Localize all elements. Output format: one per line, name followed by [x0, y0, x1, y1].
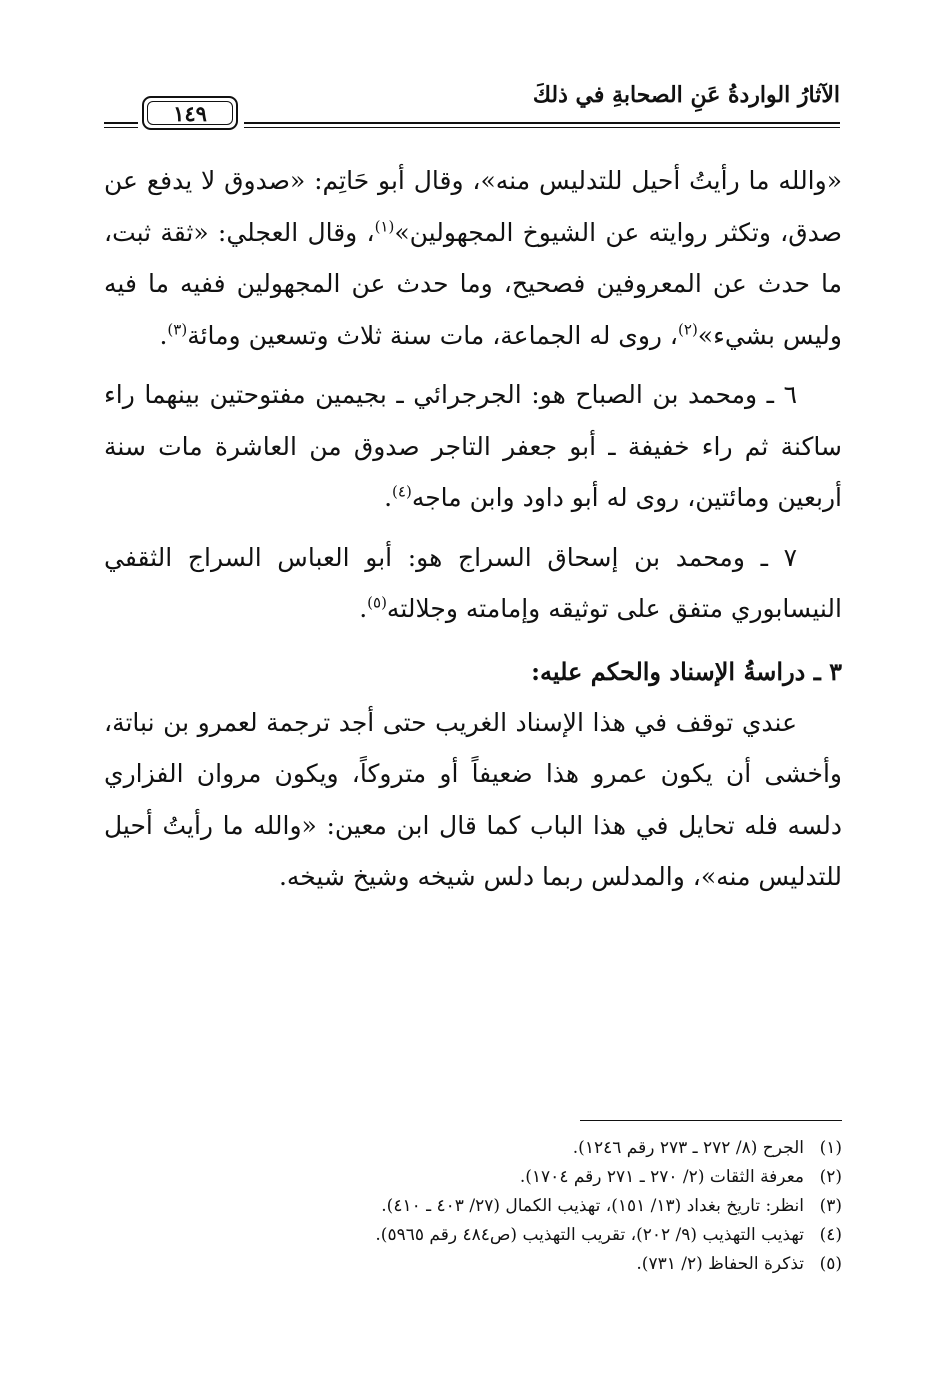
- text-line: عن صدق، وتكثر روايته عن الشيوخ المجهولين»: [104, 166, 842, 247]
- footnotes: [104, 1134, 842, 1279]
- narrator-6-text: ٦ ـ ومحمد بن الصباح هو: الجرجرائي ـ بجيمين مفتوحتين بينهما راء ساكنة ثم راء خفيفة ـ أبو جعفر التاجر صدوق من العاشرة مات سنة أربعين ومائتين، روى له أبو داود وابن ماجه: [104, 380, 842, 512]
- footnote-text: تهذيب التهذيب (٩/ ٢٠٢)، تقريب التهذيب (ص٤٨٤ رقم ٥٩٦٥).: [375, 1225, 804, 1245]
- running-title: الآثارُ الواردةُ عَنِ الصحابةِ في ذلكَ: [532, 82, 840, 108]
- paragraph-3: [104, 532, 842, 635]
- footnote-ref: (٥): [367, 593, 387, 612]
- text-line: «والله ما رأيتُ أحيل للتدليس منه»، وقال أبو حَاتِم: «صدوق لا يدفع: [146, 166, 842, 195]
- page-header: [104, 82, 840, 132]
- footnote-text: الجرح (٨/ ٢٧٢ ـ ٢٧٣ رقم ١٢٤٦).: [572, 1138, 804, 1158]
- footnote-item: [104, 1163, 842, 1192]
- footnote-ref: (٢): [678, 320, 698, 339]
- text-line: ما فيه وليس بشيء»: [104, 269, 842, 350]
- footnote-number: (١): [819, 1138, 842, 1158]
- footnote-item: [104, 1250, 842, 1279]
- footnote-text: تذكرة الحفاظ (٢/ ٧٣١).: [636, 1254, 804, 1274]
- section-heading: ٣ ـ دراسةُ الإسناد والحكم عليه:: [531, 656, 842, 686]
- footnote-ref: (١): [374, 217, 395, 236]
- text-line: ، روى له الجماعة، مات سنة ثلاث وتسعين: [248, 320, 679, 350]
- narrator-7-text: ٧ ـ ومحمد بن إسحاق السراج هو: أبو العباس السراج الثقفي النيسابوري متفق على توثيقه وإمامته وجلالته: [104, 542, 842, 623]
- paragraph-4: عندي توقف في هذا الإسناد الغريب حتى أجد ترجمة لعمرو بن نباتة، وأخشى أن يكون عمرو هذا ضعيفاً أو متروكاً، ويكون مروان الفزاري دلسه فله تحايل في هذا الباب كما قال ابن معين: «والله ما رأيتُ أحيل للتدليس منه»، والمدلس ربما دلس شيخه وشيخ شيخه.: [104, 707, 843, 891]
- page-number: ١٤٩: [147, 101, 233, 125]
- footnote-ref: (٤): [392, 482, 412, 501]
- page-number-frame: [142, 96, 238, 130]
- footnote-number: (٢): [819, 1167, 842, 1187]
- footnote-separator: [580, 1120, 842, 1121]
- header-rule: [244, 122, 840, 128]
- footnote-item: [104, 1134, 842, 1163]
- header-rule-left: [104, 122, 138, 128]
- main-text: [104, 155, 842, 903]
- paragraph-2: [104, 369, 842, 524]
- footnote-number: (٤): [819, 1225, 842, 1245]
- footnote-item: [104, 1192, 842, 1221]
- footnote-number: (٥): [819, 1254, 842, 1274]
- punctuation: .: [384, 483, 393, 512]
- punctuation: .: [359, 594, 368, 623]
- footnote-text: انظر: تاريخ بغداد (١٣/ ١٥١)، تهذيب الكمال (٢٧/ ٤٠٣ ـ ٤١٠).: [381, 1196, 804, 1216]
- text-line: ثبت، ما حدث عن المعروفين فصحيح، وما حدث عن المجهولين ففيه: [104, 217, 843, 298]
- footnote-item: [104, 1221, 842, 1250]
- paragraph-1: [104, 155, 842, 361]
- footnote-number: (٣): [819, 1196, 842, 1216]
- text-line: ، وقال العجلي: «ثقة: [160, 217, 375, 247]
- text-line: .: [159, 320, 168, 350]
- footnote-text: معرفة الثقات (٢/ ٢٧٠ ـ ٢٧١ رقم ١٧٠٤).: [519, 1167, 804, 1187]
- footnote-ref: (٣): [167, 320, 188, 339]
- text-line: ومائة: [187, 320, 241, 350]
